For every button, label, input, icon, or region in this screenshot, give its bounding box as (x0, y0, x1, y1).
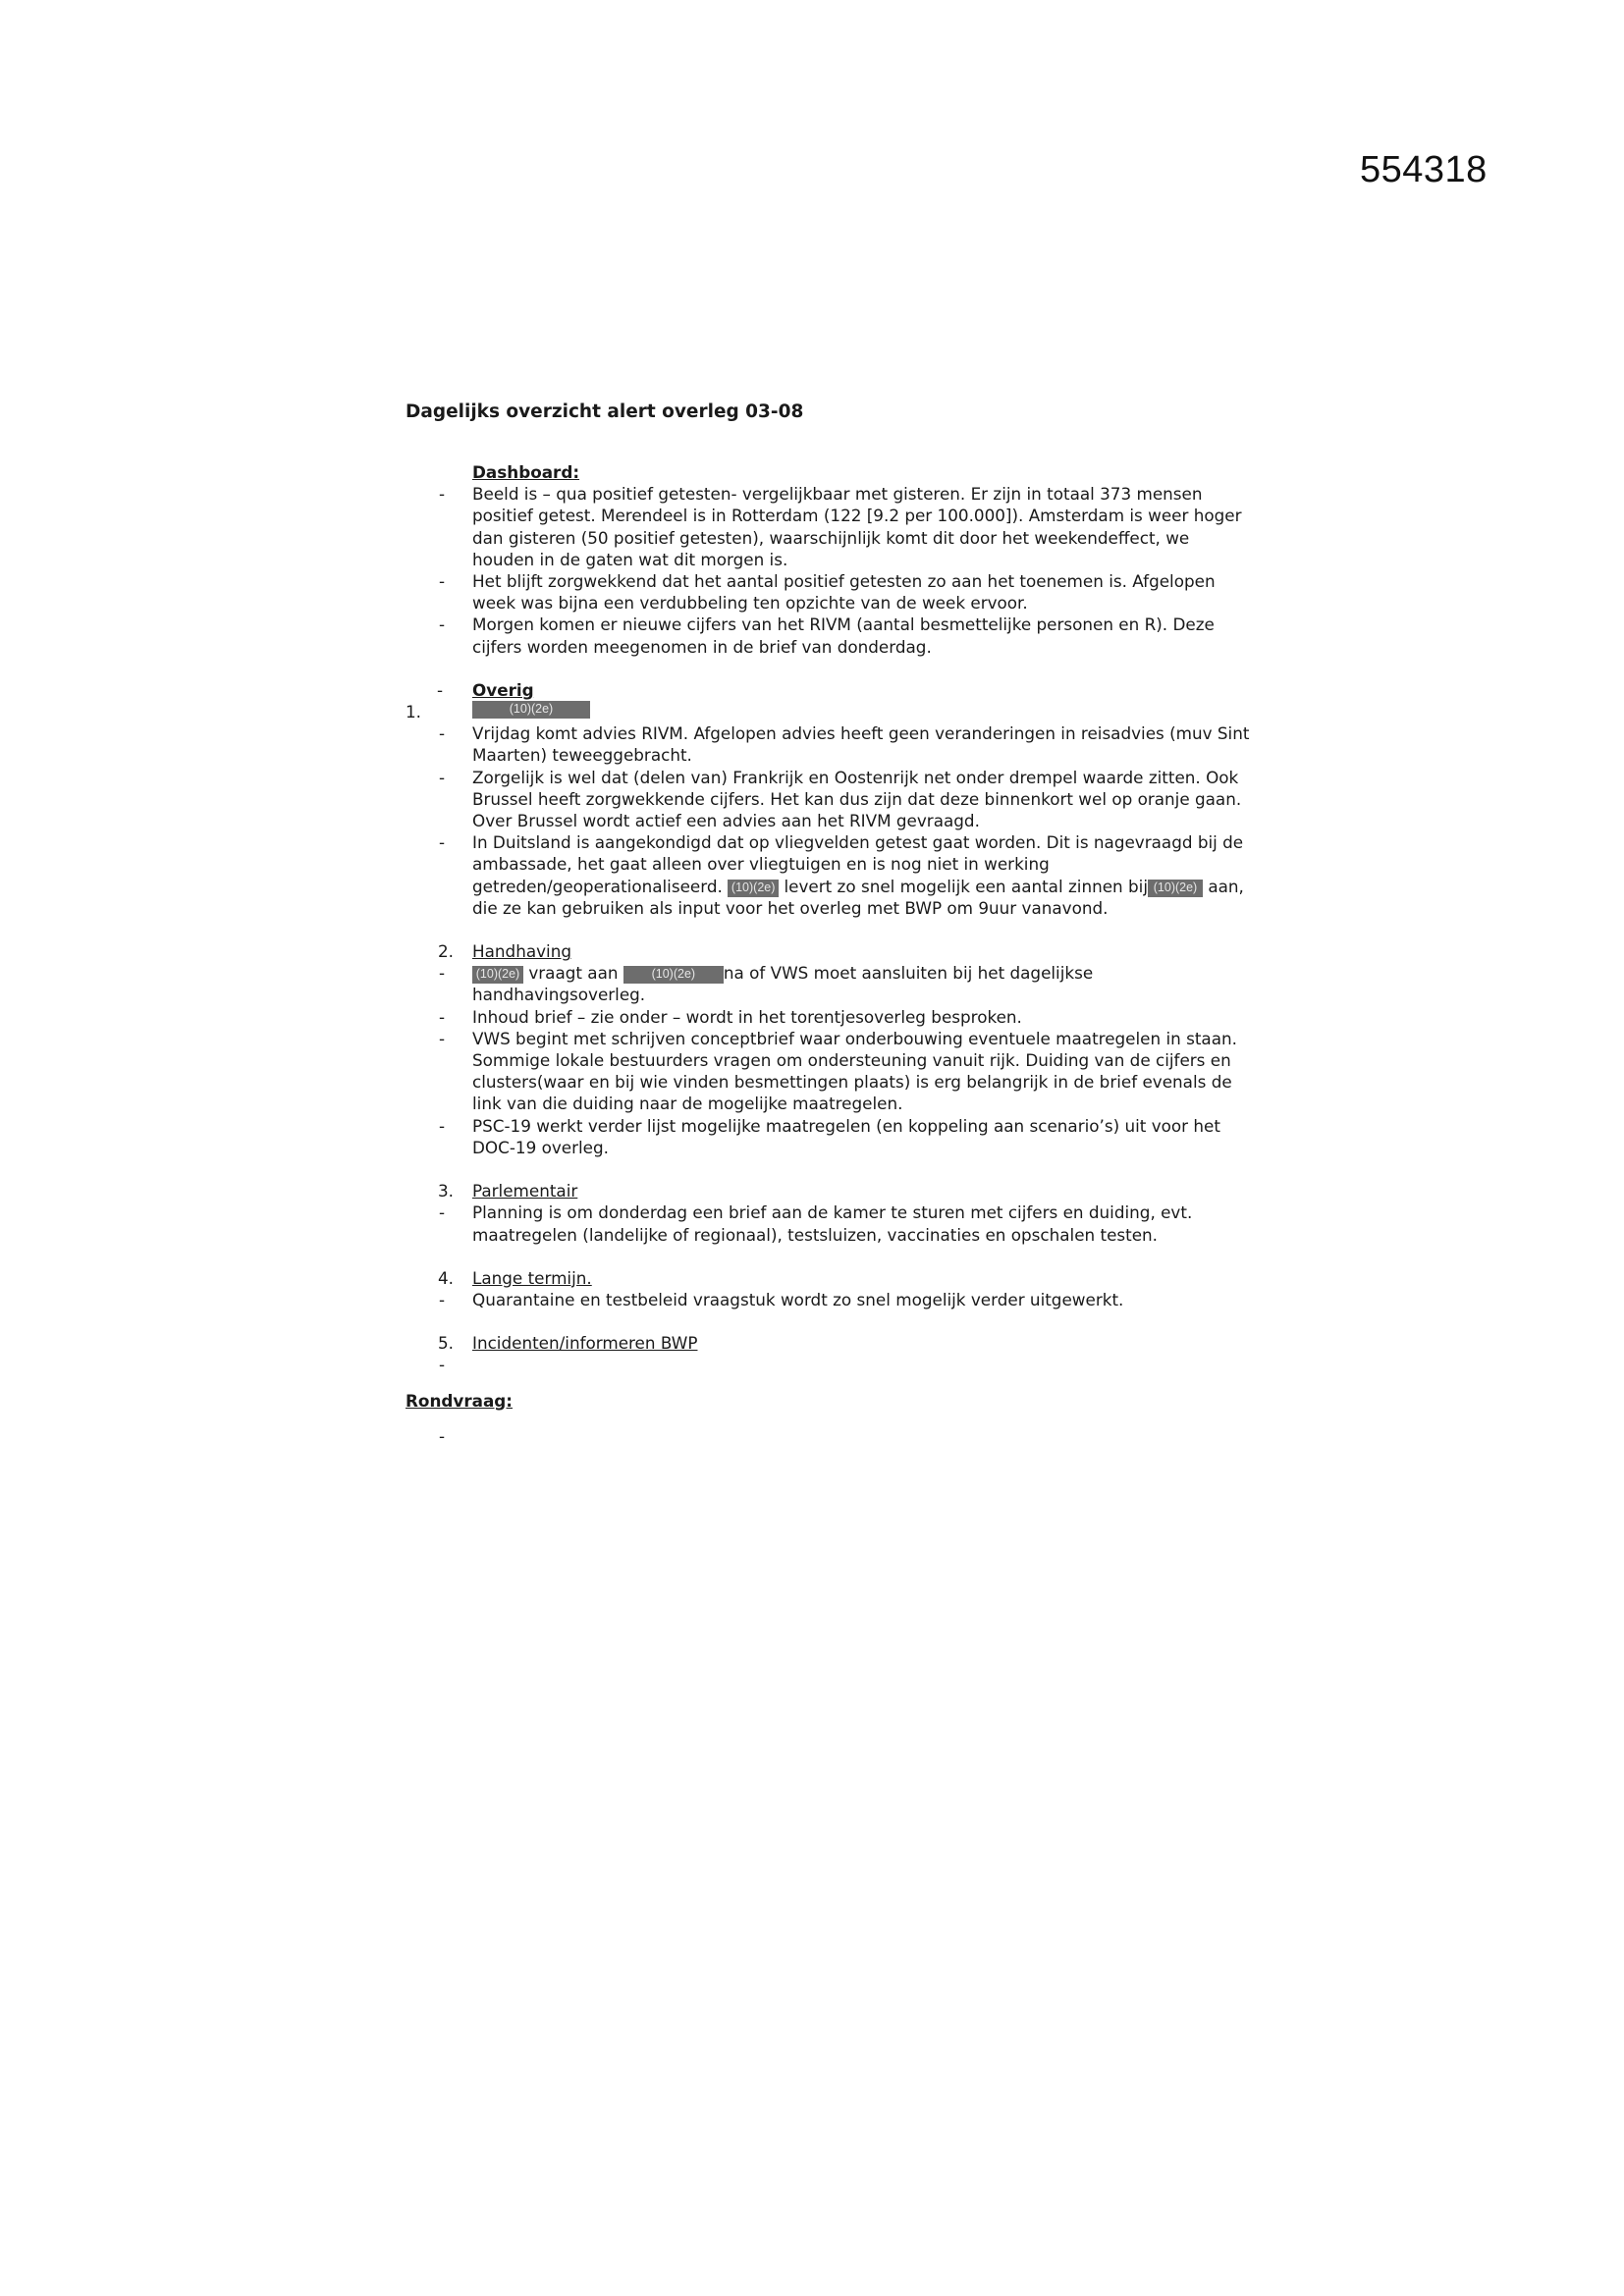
parlementair-heading-row (406, 1180, 1250, 1201)
section-incidenten (406, 1332, 1250, 1375)
bullet-text: Inhoud brief – zie onder – wordt in het torentjesoverleg besproken. (472, 1006, 1022, 1027)
bullet-dash: - (439, 832, 446, 853)
bullet-text: PSC-19 werkt verder lijst mogelijke maatregelen (en koppeling aan scenario’s) uit voor het DOC-19 overleg. (472, 1115, 1220, 1157)
bullet-text (472, 831, 1250, 919)
bullet-dash: - (437, 679, 444, 700)
item-number: 5. (438, 1333, 455, 1354)
dashboard-heading-row (406, 461, 1250, 483)
redaction-box: (10)(2e) (1148, 880, 1203, 897)
section-lange-termijn (406, 1267, 1250, 1310)
document-title: Dagelijks overzicht alert overleg 03-08 (406, 401, 804, 422)
bullet-dash: - (439, 963, 446, 984)
bullet-dash: - (439, 767, 446, 787)
redaction-box: (10)(2e) (472, 701, 590, 719)
parlementair-heading: Parlementair (472, 1181, 578, 1201)
bullet-text (472, 962, 1250, 1005)
bullet-dash: - (439, 723, 446, 744)
lange-termijn-heading-row (406, 1267, 1250, 1289)
redaction-box: (10)(2e) (623, 966, 724, 984)
bullet-text: Quarantaine en testbeleid vraagstuk wordt zo snel mogelijk verder uitgewerkt. (472, 1289, 1124, 1309)
list-item (406, 962, 1250, 1005)
bullet-dash: - (439, 614, 446, 635)
bullet-dash: - (439, 1425, 446, 1446)
bullet-dash: - (439, 484, 446, 505)
list-item (406, 614, 1250, 657)
rondvraag-heading: Rondvraag: (406, 1390, 513, 1411)
dashboard-heading: Dashboard: (472, 462, 580, 482)
list-item (406, 1115, 1250, 1158)
bullet-dash: - (439, 571, 446, 592)
item-number: 2. (438, 941, 455, 962)
bullet-dash: - (439, 1289, 446, 1309)
item-number: 4. (438, 1267, 455, 1288)
list-item (406, 570, 1250, 614)
section-parlementair (406, 1180, 1250, 1246)
bullet-text: VWS begint met schrijven conceptbrief waar onderbouwing eventuele maatregelen in staan. Sommige lokale bestuurders vragen om ondersteuning vanuit rijk. Duiding van de cijfers en clusters(waar en bij wie vinden besmettingen plaats) is erg belangrijk in de brief evenals de link van die duiding naar de mogelijke maatregelen. (472, 1028, 1237, 1114)
lange-termijn-heading: Lange termijn. (472, 1267, 592, 1288)
list-item (406, 831, 1250, 919)
bullet-text: Morgen komen er nieuwe cijfers van het RIVM (aantal besmettelijke personen en R). Deze cijfers worden meegenomen in de brief van donderdag. (472, 614, 1215, 657)
bullet-dash: - (439, 1355, 446, 1375)
list-item (406, 1028, 1250, 1115)
document-body (406, 461, 1250, 1447)
handhaving-heading-row (406, 940, 1250, 962)
overig-heading: Overig (472, 679, 534, 700)
incidenten-heading: Incidenten/informeren BWP (472, 1333, 698, 1354)
section-dashboard (406, 461, 1250, 658)
list-item (406, 1289, 1250, 1310)
handhaving-text-part1: vraagt aan (523, 963, 623, 984)
bullet-text: Planning is om donderdag een brief aan de kamer te sturen met cijfers en duiding, evt. maatregelen (landelijke of regionaal), testsluizen, vaccinaties en opschalen testen. (472, 1202, 1193, 1245)
duitsland-text-part1: In Duitsland is aangekondigd dat op vliegvelden getest gaat worden. Dit is nagevraagd bij de ambassade, het gaat alleen over vliegtuigen en is nog niet in werking getreden/geoperationaliseerd. (472, 832, 1244, 896)
overig-item-1 (406, 701, 1250, 722)
bullet-dash: - (439, 1028, 446, 1048)
redaction-box: (10)(2e) (472, 966, 523, 984)
bullet-text: Zorgelijk is wel dat (delen van) Frankrijk en Oostenrijk net onder drempel waarde zitten. Ook Brussel heeft zorgwekkende cijfers. Het kan dus zijn dat deze binnenkort wel op oranje gaan. Over Brussel wordt actief een advies aan het RIVM gevraagd. (472, 767, 1242, 831)
item-number: 1. (406, 702, 422, 722)
section-handhaving (406, 940, 1250, 1158)
bullet-dash: - (439, 1115, 446, 1136)
incidenten-heading-row (406, 1332, 1250, 1354)
bullet-text: Beeld is – qua positief getesten- vergelijkbaar met gisteren. Er zijn in totaal 373 mensen positief getest. Merendeel is in Rotterdam (122 [9.2 per 100.000]). Amsterdam is weer hoger dan gisteren (50 positief getesten), waarschijnlijk komt dit door het weekendeffect, we houden in de gaten wat dit morgen is. (472, 484, 1242, 569)
handhaving-text-part2: na of VWS moet aansluiten bij het dagelijkse handhavingsoverleg. (472, 963, 1094, 1005)
list-item (406, 722, 1250, 766)
bullet-text: Het blijft zorgwekkend dat het aantal positief getesten zo aan het toenemen is. Afgelopen week was bijna een verdubbeling ten opzichte van de week ervoor. (472, 571, 1216, 614)
document-number: 554318 (1360, 149, 1488, 190)
item-number: 3. (438, 1181, 455, 1201)
section-overig (406, 679, 1250, 919)
list-item (406, 1201, 1250, 1245)
bullet-dash: - (439, 1202, 446, 1223)
bullet-text: Vrijdag komt advies RIVM. Afgelopen advies heeft geen veranderingen in reisadvies (muv Sint Maarten) teweeggebracht. (472, 723, 1250, 766)
duitsland-text-part3: aan, die ze kan gebruiken als input voor het overleg met BWP om 9uur vanavond. (472, 876, 1244, 918)
redaction-box: (10)(2e) (728, 880, 779, 897)
list-item (406, 483, 1250, 570)
bullet-dash: - (439, 1006, 446, 1027)
list-item (406, 1006, 1250, 1028)
list-item (406, 767, 1250, 832)
list-item (406, 1354, 1250, 1375)
overig-heading-row (406, 679, 1250, 701)
duitsland-text-part2: levert zo snel mogelijk een aantal zinnen bij (779, 876, 1148, 896)
handhaving-heading: Handhaving (472, 941, 571, 962)
